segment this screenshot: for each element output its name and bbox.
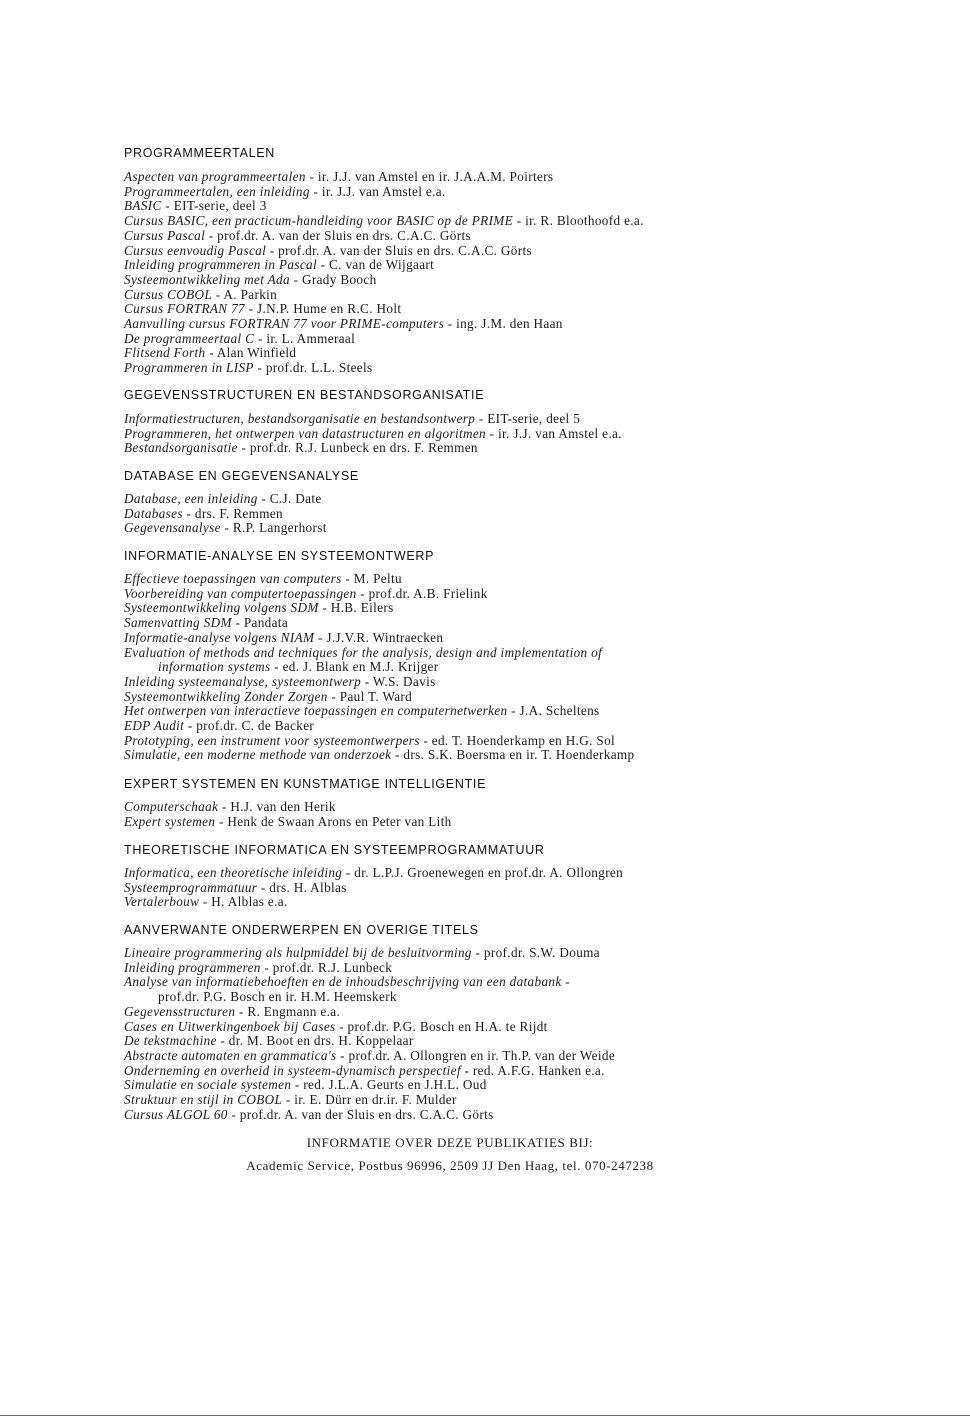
section-heading: GEGEVENSSTRUCTUREN EN BESTANDSORGANISATIE <box>124 388 485 402</box>
publication-entry <box>124 492 322 506</box>
publication-entry <box>158 990 397 1004</box>
publication-author: - J.N.P. Hume en R.C. Holt <box>245 301 402 317</box>
publication-title: Database, een inleiding <box>124 491 258 506</box>
publication-author: - R.P. Langerhorst <box>220 520 327 536</box>
publication-title: Programmeren in LISP <box>124 360 254 376</box>
publication-title: Programmeren, het ontwerpen van datastructuren en algoritmen <box>124 425 486 441</box>
publication-entry <box>158 660 439 674</box>
publication-entry <box>124 704 600 718</box>
publication-author: - drs. S.K. Boersma en ir. T. Hoenderkamp <box>391 747 635 763</box>
publication-title: Cursus FORTRAN 77 <box>124 301 245 317</box>
publication-author: - prof.dr. A. van der Sluis en drs. C.A.C. Görts <box>266 242 532 258</box>
publication-author: prof.dr. P.G. Bosch en ir. H.M. Heemskerk <box>158 989 397 1005</box>
publication-entry <box>124 690 412 704</box>
publication-title: Systeemontwikkeling met Ada <box>124 271 290 287</box>
section-heading: DATABASE EN GEGEVENSANALYSE <box>124 469 359 483</box>
publication-title: Informatie-analyse volgens NIAM <box>124 629 315 645</box>
publication-entry <box>124 616 288 630</box>
publication-title: Evaluation of methods and techniques for the analysis, design and implementation of <box>124 644 603 660</box>
publication-title: Aanvulling cursus FORTRAN 77 voor PRIME-computers <box>124 316 445 331</box>
section-heading: AANVERWANTE ONDERWERPEN EN OVERIGE TITELS <box>124 923 479 937</box>
publication-title: Gegevensstructuren <box>124 1003 236 1019</box>
publication-entry <box>124 258 434 272</box>
publication-author: - H.B. Eilers <box>318 600 394 616</box>
publication-entry <box>124 734 615 748</box>
publication-entry <box>124 1034 414 1048</box>
publication-author: - prof.dr. A. van der Sluis en drs. C.A.C. Görts <box>227 1106 494 1122</box>
publication-entry <box>124 1108 494 1122</box>
publication-title: Samenvatting SDM <box>124 615 232 631</box>
publication-title: Aspecten van programmeertalen <box>124 169 306 184</box>
publication-title: Voorbereiding van computertoepassingen <box>124 585 357 601</box>
publication-title: Flitsend Forth <box>124 345 206 361</box>
publication-author: - red. J.L.A. Geurts en J.H.L. Oud <box>291 1077 487 1093</box>
publication-author: - J.A. Scheltens <box>507 703 600 719</box>
publication-title: Het ontwerpen van interactieve toepassingen en computernetwerken <box>124 703 508 719</box>
publication-title: Programmeertalen, een inleiding <box>124 183 310 199</box>
publication-author: - EIT-serie, deel 5 <box>475 411 581 426</box>
publication-entry <box>124 1020 548 1034</box>
publication-author: - prof.dr. S.W. Douma <box>471 945 600 960</box>
publication-entry <box>124 170 553 184</box>
publication-author: - prof.dr. R.J. Lunbeck <box>260 959 393 975</box>
publication-author: - H.J. van den Herik <box>218 799 336 814</box>
publication-entry <box>124 1093 457 1107</box>
publication-entry <box>124 507 283 521</box>
publication-author: - ir. J.J. van Amstel e.a. <box>309 183 446 199</box>
section-heading: PROGRAMMEERTALEN <box>124 146 276 160</box>
publication-title: Cursus COBOL <box>124 286 213 302</box>
publication-author: - red. A.F.G. Hanken e.a. <box>460 1062 605 1078</box>
publication-title: Cursus eenvoudig Pascal <box>124 242 267 258</box>
publication-entry <box>124 199 267 213</box>
publication-entry <box>124 1078 487 1092</box>
publication-title: Cases en Uitwerkingenboek bij Cases <box>124 1018 336 1034</box>
publication-author: - prof.dr. P.G. Bosch en H.A. te Rijdt <box>335 1018 548 1034</box>
publication-title: Vertalerbouw <box>124 894 200 910</box>
publication-author: - dr. L.P.J. Groenewegen en prof.dr. A. Ollongren <box>342 865 624 880</box>
publication-entry <box>124 185 446 199</box>
publication-author: - prof.dr. A. van der Sluis en drs. C.A.C. Görts <box>205 227 471 243</box>
publication-author: - Henk de Swaan Arons en Peter van Lith <box>215 813 452 829</box>
publication-title: Cursus Pascal <box>124 227 206 243</box>
publication-author: - Pandata <box>231 615 289 631</box>
publication-author: - J.J.V.R. Wintraecken <box>314 629 444 645</box>
publication-author: - Grady Booch <box>289 271 377 287</box>
publication-entry <box>124 1064 605 1078</box>
publication-title: Simulatie en sociale systemen <box>124 1077 292 1093</box>
publication-entry <box>124 572 402 586</box>
publication-author: - A. Parkin <box>212 286 278 302</box>
publication-entry <box>124 895 288 909</box>
publication-author: - <box>561 974 570 990</box>
publication-entry <box>124 975 570 989</box>
publication-author: - prof.dr. C. de Backer <box>184 718 315 733</box>
publication-author: - prof.dr. A.B. Frielink <box>356 585 488 601</box>
publication-title: Expert systemen <box>124 813 216 829</box>
publication-title: Gegevensanalyse <box>124 520 221 536</box>
publication-entry <box>124 748 634 762</box>
publication-author: - ed. T. Hoenderkamp en H.G. Sol <box>419 732 616 748</box>
publication-author: - Paul T. Ward <box>327 688 413 704</box>
publication-entry <box>124 1049 615 1063</box>
publication-entry <box>124 244 532 258</box>
footer-heading: INFORMATIE OVER DEZE PUBLIKATIES BIJ: <box>306 1135 594 1150</box>
publication-author: - prof.dr. R.J. Lunbeck en drs. F. Remmen <box>237 440 478 456</box>
publication-author: - M. Peltu <box>341 571 402 586</box>
publication-title: Databases <box>124 505 183 521</box>
publication-author: - drs. F. Remmen <box>182 505 283 521</box>
publication-title: Simulatie, een moderne methode van onderzoek <box>124 747 392 763</box>
publication-title: EDP Audit <box>124 718 185 733</box>
publication-title: De tekstmachine <box>124 1033 217 1049</box>
publication-entry <box>124 587 488 601</box>
publication-entry <box>124 302 401 316</box>
publication-entry <box>124 441 478 455</box>
publication-title: Lineaire programmering als hulpmiddel bij de besluitvorming <box>124 945 472 960</box>
publication-author: - Alan Winfield <box>205 345 297 361</box>
publication-title: Cursus BASIC, een practicum-handleiding voor BASIC op de PRIME <box>124 213 514 229</box>
publication-entry <box>124 214 644 228</box>
section-heading: EXPERT SYSTEMEN EN KUNSTMATIGE INTELLIGENTIE <box>124 777 487 791</box>
publication-author: - ir. J.J. van Amstel en ir. J.A.A.M. Poirters <box>305 169 554 184</box>
publication-author: - EIT-serie, deel 3 <box>161 198 267 214</box>
publication-entry <box>124 273 377 287</box>
publication-author: - prof.dr. A. Ollongren en ir. Th.P. van der Weide <box>336 1047 616 1063</box>
publication-entry <box>124 946 600 960</box>
publication-title: information systems <box>158 659 271 675</box>
publication-entry <box>124 675 436 689</box>
publication-title: Inleiding systeemanalyse, systeemontwerp <box>124 673 362 689</box>
publication-entry <box>124 631 443 645</box>
publication-entry <box>124 815 452 829</box>
publication-author: - prof.dr. L.L. Steels <box>253 360 373 376</box>
publication-entry <box>124 881 347 895</box>
bottom-rule <box>0 1415 970 1416</box>
publication-author: - R. Engmann e.a. <box>235 1003 341 1019</box>
publication-entry <box>124 317 563 331</box>
publication-entry <box>124 800 336 814</box>
publication-title: Abstracte automaten en grammatica's <box>124 1047 337 1063</box>
publication-entry <box>124 427 622 441</box>
publication-author: - H. Alblas e.a. <box>199 894 288 910</box>
publication-entry <box>124 332 355 346</box>
publication-title: Informatica, een theoretische inleiding <box>124 865 343 880</box>
publication-author: - ing. J.M. den Haan <box>444 316 563 331</box>
publication-entry <box>124 521 327 535</box>
publication-entry <box>124 229 471 243</box>
publication-title: De programmeertaal C <box>124 330 255 346</box>
publication-title: Inleiding programmeren <box>124 959 261 975</box>
publication-author: - drs. H. Alblas <box>257 879 347 895</box>
publication-title: Bestandsorganisatie <box>124 440 238 456</box>
publication-author: - W.S. Davis <box>361 673 436 689</box>
publication-title: Inleiding programmeren in Pascal <box>124 257 317 273</box>
publication-entry <box>124 412 580 426</box>
publication-title: Cursus ALGOL 60 <box>124 1106 228 1122</box>
publication-entry <box>124 646 602 660</box>
publication-title: Systeemontwikkeling Zonder Zorgen <box>124 688 328 704</box>
publication-entry <box>124 719 314 733</box>
publication-entry <box>124 601 394 615</box>
publication-author: - C. van de Wijgaart <box>317 257 435 273</box>
section-heading: THEORETISCHE INFORMATICA EN SYSTEEMPROGRAMMATUUR <box>124 843 545 857</box>
footer-address: Academic Service, Postbus 96996, 2509 JJ Den Haag, tel. 070-247238 <box>246 1158 654 1173</box>
publication-entry <box>124 1005 340 1019</box>
publication-entry <box>124 866 623 880</box>
publication-entry <box>124 288 277 302</box>
publication-title: Prototyping, een instrument voor systeemontwerpers <box>124 732 420 748</box>
publication-author: - ir. R. Bloothoofd e.a. <box>513 213 644 229</box>
publication-title: Informatiestructuren, bestandsorganisatie en bestandsontwerp <box>124 411 476 426</box>
publication-title: Computerschaak <box>124 799 219 814</box>
publication-title: Effectieve toepassingen van computers <box>124 571 342 586</box>
publication-author: - dr. M. Boot en drs. H. Koppelaar <box>216 1033 414 1049</box>
publication-author: - ir. E. Dürr en dr.ir. F. Mulder <box>282 1092 457 1107</box>
section-heading: INFORMATIE-ANALYSE EN SYSTEEMONTWERP <box>124 549 435 563</box>
publication-author: - ir. J.J. van Amstel e.a. <box>486 425 622 441</box>
publication-author: - ir. L. Ammeraal <box>254 330 356 346</box>
publication-title: Systeemontwikkeling volgens SDM <box>124 600 319 616</box>
publication-author: - C.J. Date <box>257 491 322 506</box>
publication-title: BASIC <box>124 198 162 214</box>
publication-entry <box>124 961 392 975</box>
publication-title: Onderneming en overheid in systeem-dynamisch perspectief <box>124 1062 461 1078</box>
publication-title: Struktuur en stijl in COBOL <box>124 1092 283 1107</box>
publication-author: - ed. J. Blank en M.J. Krijger <box>270 659 439 675</box>
publication-title: Systeemprogrammatuur <box>124 879 258 895</box>
publication-entry <box>124 346 296 360</box>
publication-title: Analyse van informatiebehoeften en de inhoudsbeschrijving van een databank <box>124 974 562 990</box>
publication-entry <box>124 361 372 375</box>
